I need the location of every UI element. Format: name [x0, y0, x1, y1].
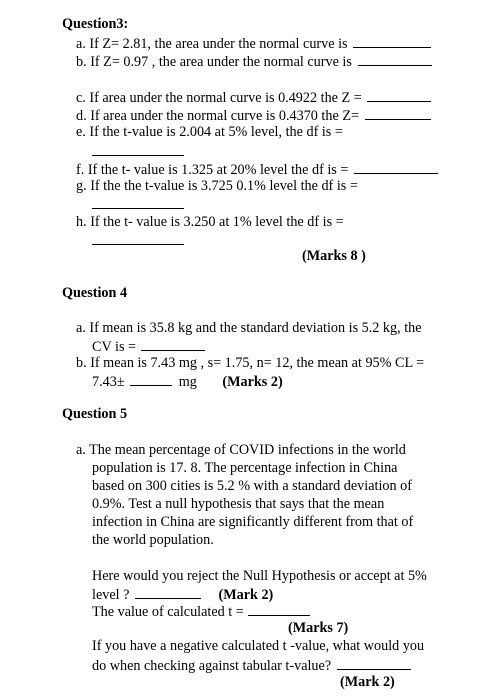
q3-item-f-answer-blank[interactable] [354, 160, 438, 174]
q4-item-a-line1: a. If mean is 35.8 kg and the standard deviation is 5.2 kg, the [76, 320, 422, 336]
q4-item-b-line1: b. If mean is 7.43 mg , s= 1.75, n= 12, the mean at 95% CL = [76, 355, 425, 371]
q3-item-d-text: d. If area under the normal curve is 0.4370 the Z= [76, 108, 359, 124]
q4-item-b-answer-blank[interactable] [130, 372, 172, 386]
q3-item-c [76, 88, 431, 107]
q3-item-g-text: g. If the the t-value is 3.725 0.1% level the df is = [76, 178, 358, 194]
q5-negative-text: do when checking against tabular t-value? [92, 658, 332, 674]
q5-negative-answer-blank[interactable] [337, 656, 411, 670]
q5-negative-marks: (Mark 2) [340, 674, 395, 690]
q3-item-e-text: e. If the t-value is 2.004 at 5% level, the df is = [76, 124, 343, 140]
q5-reject-text: level ? [92, 587, 130, 603]
q4-item-a-text: CV is = [92, 339, 137, 355]
q3-item-h-text: h. If the t- value is 3.250 at 1% level the df is = [76, 214, 344, 230]
q3-item-b [76, 52, 432, 71]
q5-marks7: (Marks 7) [288, 620, 349, 636]
q5-item-a-line3: based on 300 cities is 5.2 % with a standard deviation of [92, 478, 412, 494]
q4-item-a-line2 [92, 337, 205, 356]
q4-item-b-text: 7.43± [92, 374, 125, 390]
q5-item-a-line4: 0.9%. Test a null hypothesis that says that the mean [92, 496, 385, 512]
q3-marks: (Marks 8 ) [302, 248, 366, 264]
q3-item-c-answer-blank[interactable] [367, 88, 431, 102]
q3-item-d-answer-blank[interactable] [365, 106, 431, 120]
q3-item-g-answer-blank[interactable] [92, 208, 184, 209]
q3-item-c-text: c. If area under the normal curve is 0.4922 the Z = [76, 90, 362, 106]
q5-calc-t-text: The value of calculated t = [92, 604, 244, 620]
q5-reject-marks: (Mark 2) [218, 587, 274, 603]
q3-item-b-answer-blank[interactable] [358, 52, 432, 66]
q5-negative-line1: If you have a negative calculated t -value, what would you [92, 638, 425, 654]
q3-item-a [76, 34, 431, 53]
q3-item-f [76, 160, 438, 179]
q5-reject-answer-blank[interactable] [135, 585, 201, 599]
q5-item-a-line5: infection in China are significantly different from that of [92, 514, 414, 530]
q3-item-a-answer-blank[interactable] [353, 34, 431, 48]
q3-item-d [76, 106, 431, 125]
q5-reject-line1: Here would you reject the Null Hypothesis or accept at 5% [92, 568, 427, 584]
q5-calc-t-answer-blank[interactable] [248, 602, 310, 616]
q4-marks: (Marks 2) [222, 374, 283, 390]
q3-item-e-answer-blank[interactable] [92, 155, 184, 156]
q3-item-h-answer-blank[interactable] [92, 244, 184, 245]
q3-item-f-text: f. If the t- value is 1.325 at 20% level the df is = [76, 162, 349, 178]
q3-item-a-text: a. If Z= 2.81, the area under the normal curve is [76, 36, 348, 52]
q5-item-a-line2: population is 17. 8. The percentage infection in China [92, 460, 398, 476]
q5-item-a-line1: a. The mean percentage of COVID infections in the world [76, 442, 406, 458]
question3-heading: Question3: [62, 16, 129, 32]
q4-item-b-line2 [92, 372, 283, 391]
q5-item-a-line6: the world population. [92, 532, 214, 548]
q5-calc-t [92, 602, 310, 621]
question4-heading: Question 4 [62, 285, 128, 301]
q4-item-a-answer-blank[interactable] [141, 337, 205, 351]
q5-negative-line2 [92, 656, 411, 675]
q4-item-b-unit: mg [178, 374, 197, 390]
question5-heading: Question 5 [62, 406, 128, 422]
q3-item-b-text: b. If Z= 0.97 , the area under the normal curve is [76, 54, 352, 70]
